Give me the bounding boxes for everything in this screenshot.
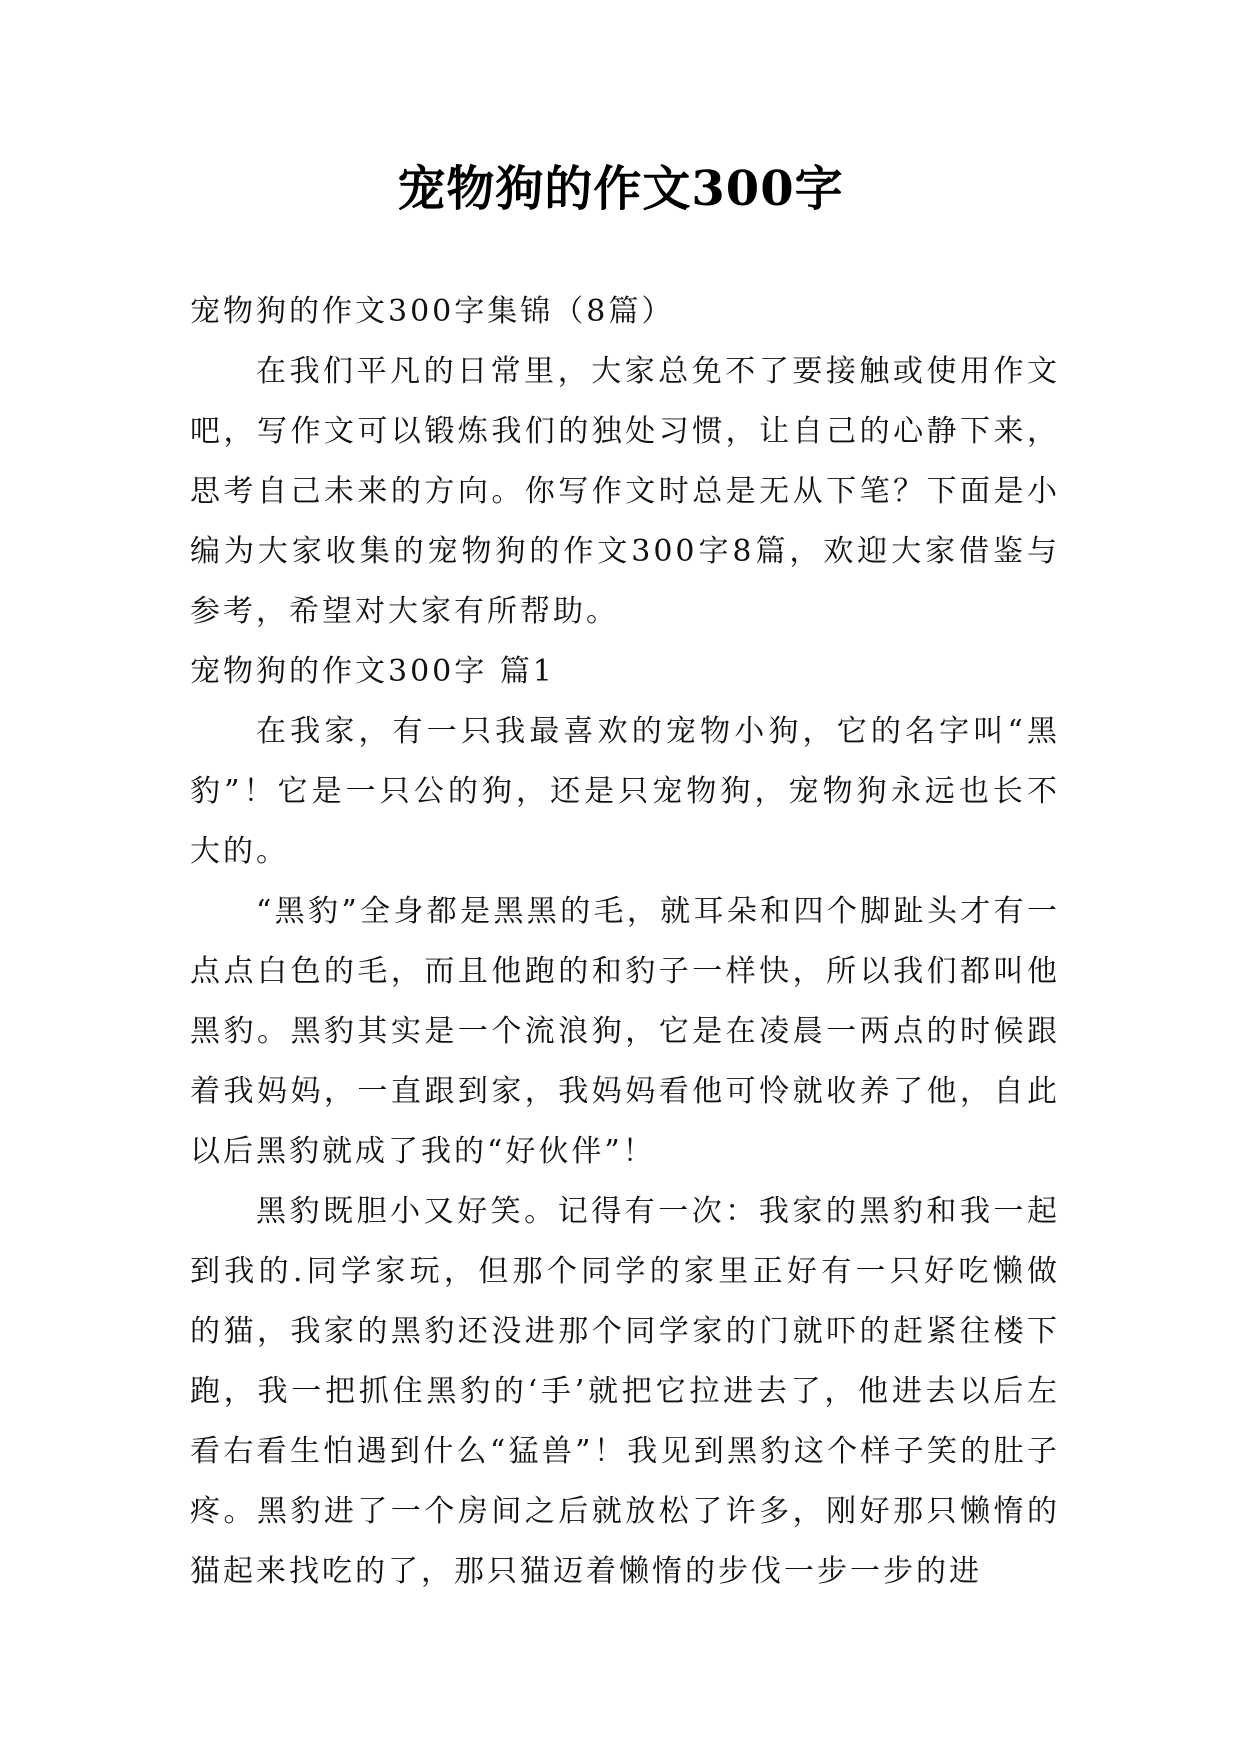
subtitle-line: 宠物狗的作文300字集锦（8篇） [190, 294, 675, 329]
body-paragraph: “黑豹”全身都是黑黑的毛，就耳朵和四个脚趾头才有一点点白色的毛，而且他跑的和豹子一样快，所以我们都叫他黑豹。黑豹其实是一个流浪狗，它是在凌晨一两点的时候跟着我妈妈，一直跟到家，我妈妈看他可怜就收养了他，自此以后黑豹就成了我的“好伙伴”！ [190, 894, 1060, 1169]
section-heading: 宠物狗的作文300字 篇1 [190, 654, 555, 689]
document-title: 宠物狗的作文300字 [397, 161, 844, 217]
intro-paragraph: 在我们平凡的日常里，大家总免不了要接触或使用作文吧，写作文可以锻炼我们的独处习惯，让自己的心静下来，思考自己未来的方向。你写作文时总是无从下笔？下面是小编为大家收集的宠物狗的作文300字8篇，欢迎大家借鉴与参考，希望对大家有所帮助。 [190, 354, 1060, 629]
body-paragraph: 在我家，有一只我最喜欢的宠物小狗，它的名字叫“黑豹”！它是一只公的狗，还是只宠物狗，宠物狗永远也长不大的。 [190, 714, 1060, 869]
document-body [190, 282, 1060, 1602]
body-paragraph: 黑豹既胆小又好笑。记得有一次：我家的黑豹和我一起到我的.同学家玩，但那个同学的家里正好有一只好吃懒做的猫，我家的黑豹还没进那个同学家的门就吓的赶紧往楼下跑，我一把抓住黑豹的‘手’就把它拉进去了，他进去以后左看右看生怕遇到什么“猛兽”！我见到黑豹这个样子笑的肚子疼。黑豹进了一个房间之后就放松了许多，刚好那只懒惰的猫起来找吃的了，那只猫迈着懒惰的步伐一步一步的进 [190, 1194, 1060, 1589]
